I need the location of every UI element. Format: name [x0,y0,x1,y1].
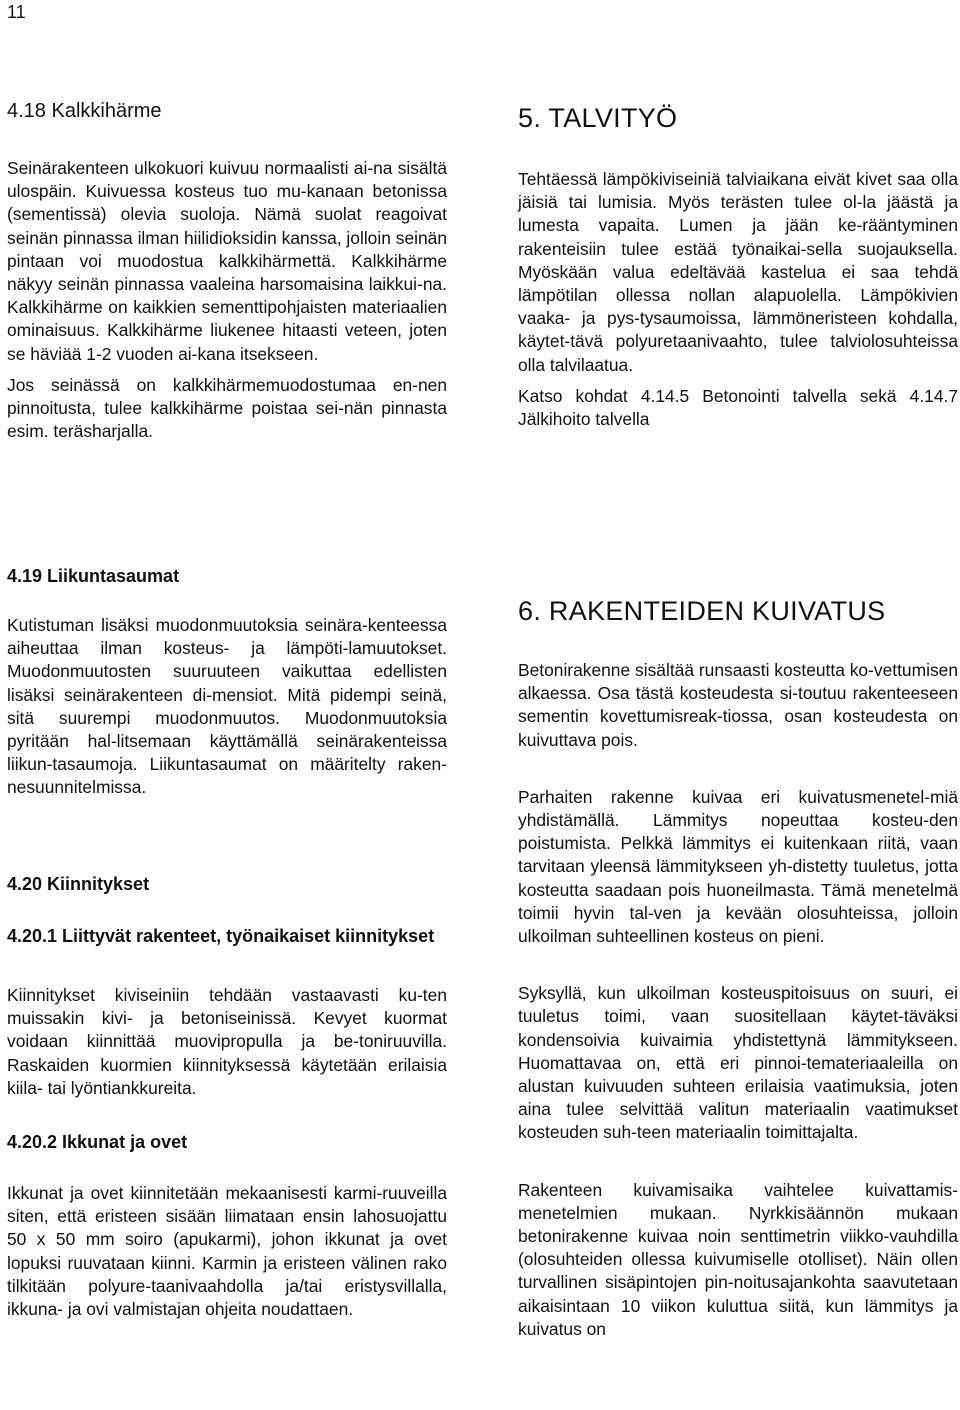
paragraph: Syksyllä, kun ulkoilman kosteuspitoisuus on suuri, ei tuuletus toimi, vaan suositellaan käytet-täväksi kondensoivia kuivaimia yhdistettynä lämmitykseen. Huomattavaa on, että eri pinnoi-temateriaaleilla on alustan kuivuuden suhteen erilaisia vaatimuksia, joten aina tulee selvittää valitun materiaalin vaatimukset kosteuden suh-teen materiaalin toimittajalta. [518,983,958,1143]
paragraph: Tehtäessä lämpökiviseiniä talviaikana eivät kivet saa olla jäisiä tai lumisia. Myös terästen tulee ol-la jäästä ja lumesta vapaita. Lumen ja jään ke-rääntyminen rakenteisiin tulee estää työnaikai-sella suojauksella. Myöskään valua edeltävää kastelua ei saa tehdä lämpötilan ollessa nollan alapuolella. Lämpökivien vaaka- ja pys-tysaumoissa, lämmöneristeen kohdalla, käytet-tävä polyuretaanivaahto, tulee talviolosuhteissa olla talvilaatua. [518,169,958,375]
section-heading: 6. RAKENTEIDEN KUIVATUS [518,596,886,626]
section-heading: 4.19 Liikuntasaumat [7,566,180,586]
section-4-20 [7,872,447,1321]
paragraph: Rakenteen kuivamisaika vaihtelee kuivattamis-menetelmien mukaan. Nyrkkisäännön mukaan betonirakenne kuivaa noin senttimetrin viikko-vauhdilla (olosuhteiden ollessa kuivumiselle otolliset). Näin ollen turvallinen sisäpintojen pin-noitusajankohta saavutetaan aikaisintaan 10 viikon kuluttua siitä, kun lämmitys ja kuivatus on [518,1179,958,1339]
section-heading: 4.18 Kalkkihärme [7,100,162,122]
page-number: 11 [7,2,26,22]
section-6 [518,595,958,1341]
paragraph: Jos seinässä on kalkkihärmemuodostumaa en-nen pinnoitusta, tulee kalkkihärme poistaa sei-nän pinnasta esim. teräsharjalla. [7,374,447,442]
paragraph: Kutistuman lisäksi muodonmuutoksia seinära-kenteessa aiheuttaa ilman kosteus- ja lämpöti-lamuutokset. Muodonmuutosten suuruuteen vaikuttaa edellisten lisäksi seinärakenteen di-mensiot. Mitä pidempi seinä, sitä suurempi muodonmuutos. Muodonmuutoksia pyritään hal-litsemaan käyttämällä seinärakenteissa liikun-tasaumoja. Liikuntasaumat on määritelty raken-nesuunnitelmissa. [7,615,447,798]
paragraph: Ikkunat ja ovet kiinnitetään mekaanisesti karmi-ruuveilla siten, että eristeen sisään liimataan ensin lahosuojattu 50 x 50 mm soiro (apukarmi), johon ikkunat ja ovet lopuksi ruuvataan kiinni. Karmin ja eristeen välinen rako tilkitään polyure-taanivaahdolla ja/tai eristysvillalla, ikkuna- ja ovi valmistajan ohjeita noudattaen. [7,1183,447,1320]
paragraph: Kiinnitykset kiviseiniin tehdään vastaavasti ku-ten muissakin kivi- ja betoniseinissä. Kevyet kuormat voidaan kiinnittää muovipropulla ja be-toniruuvilla. Raskaiden kuormien kiinnityksessä käytetään erilaisia kiila- tai lyöntiankkureita. [7,985,447,1098]
paragraph: Parhaiten rakenne kuivaa eri kuivatusmenetel-miä yhdistämällä. Lämmitys nopeuttaa kosteu-den poistumista. Pelkkä lämmitys ei kuitenkaan riitä, vaan tarvitaan yleensä lämmitykseen yh-distetty tuuletus, jotta kosteutta saadaan pois huoneilmasta. Tämä menetelmä toimii hyvin tal-ven ja kevään olosuhteissa, jolloin ulkoilman suhteellinen kosteus on pieni. [518,786,958,947]
paragraph: Seinärakenteen ulkokuori kuivuu normaalisti ai-na sisältä ulospäin. Kuivuessa kosteus tuo mu-kanaan betonissa (sementissä) olevia suoloja. Nämä suolat reagoivat seinän pinnassa ilman hiilidioksidin kanssa, jolloin seinän pintaan voi muodostua kalkkihärmettä. Kalkkihärme näkyy seinän pinnassa vaaleina harsomaisina laikkui-na. Kalkkihärme on kaikkien sementtipohjaisten materiaalien ominaisuus. Kalkkihärme liukenee hitaasti veteen, joten se häviää 1-2 vuoden ai-kana itsekseen. [7,158,447,364]
section-4-19 [7,564,447,800]
section-heading: 4.20 Kiinnitykset [7,874,150,894]
paragraph: Katso kohdat 4.14.5 Betonointi talvella sekä 4.14.7 Jälkihoito talvella [518,385,958,430]
section-4-18 [7,99,447,443]
paragraph: Betonirakenne sisältää runsaasti kosteutta ko-vettumisen alkaessa. Osa tästä kosteudesta si-toutuu rakenteeseen sementin kovettumisreak-tiossa, osan kosteudesta on kuivuttava pois. [518,660,958,750]
section-5 [518,102,958,431]
subsection-heading: 4.20.2 Ikkunat ja ovet [7,1132,188,1153]
section-heading: 5. TALVITYÖ [518,103,678,133]
subsection-heading: 4.20.1 Liittyvät rakenteet, työnaikaiset kiinnitykset [7,926,435,946]
